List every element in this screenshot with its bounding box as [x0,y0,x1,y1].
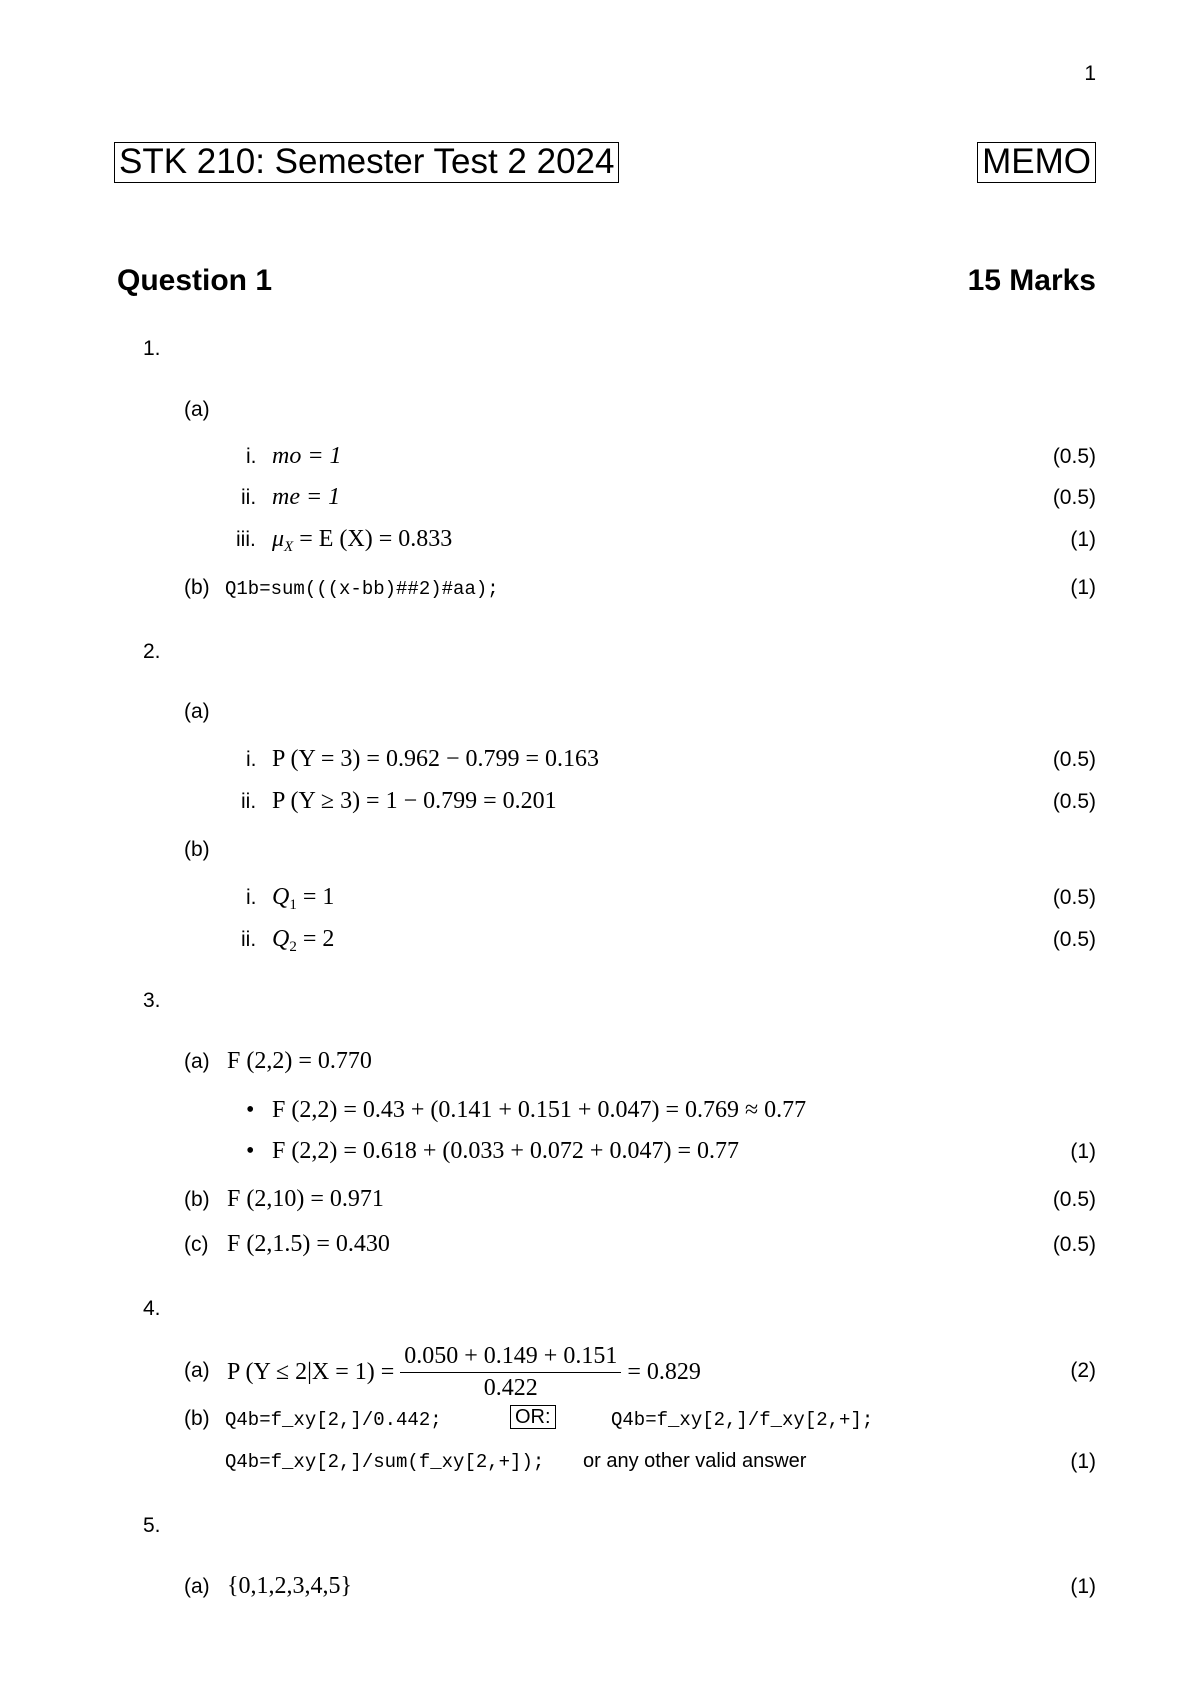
marks-2b-i: (0.5) [1052,886,1096,909]
answer-1a-iii [272,526,452,556]
subitem-label-1b: (b) [184,576,210,599]
subitem-label-1a: (a) [184,398,210,421]
answer-4a-rhs: = 0.829 [627,1358,701,1385]
answer-4a-fraction [400,1343,621,1402]
q2-subscript: 2 [289,939,297,955]
code-4b-option-1: Q4b=f_xy[2,]/0.442; [225,1409,442,1431]
answer-1a-ii: me = 1 [272,484,341,510]
marks-5a: (1) [1070,1575,1096,1598]
q1-symbol: Q [272,884,290,910]
item-number-2: 2. [143,640,161,663]
mu-subscript: X [284,539,294,555]
code-1b: Q1b=sum(((x-bb)##2)#aa); [225,578,499,600]
marks-1a-i: (0.5) [1052,445,1096,468]
marks-2a-ii: (0.5) [1052,790,1096,813]
q1-subscript: 1 [289,897,297,913]
roman-label-2a-i: i. [246,748,257,771]
marks-1a-iii: (1) [1070,528,1096,551]
q2-symbol: Q [272,926,290,952]
bullet-3a-1: • [246,1097,255,1123]
marks-2b-ii: (0.5) [1052,928,1096,951]
marks-3c: (0.5) [1052,1233,1096,1256]
answer-1a-i: mo = 1 [272,443,342,469]
item-number-3: 3. [143,989,161,1012]
answer-2a-ii: P (Y ≥ 3) = 1 − 0.799 = 0.201 [272,788,557,814]
answer-2b-ii-value: = 2 [296,926,335,952]
mu-symbol: μ [272,526,285,552]
answer-3b: F (2,10) = 0.971 [227,1186,384,1212]
document-title: STK 210: Semester Test 2 2024 [114,142,619,183]
roman-label-2b-i: i. [246,886,257,909]
answer-2b-i [272,884,334,914]
marks-4a: (2) [1070,1359,1096,1382]
subitem-label-4a: (a) [184,1359,210,1382]
subitem-label-4b: (b) [184,1407,210,1430]
answer-3a-bullet-1: F (2,2) = 0.43 + (0.141 + 0.151 + 0.047) = 0.769 ≈ 0.77 [272,1097,807,1123]
subitem-label-3b: (b) [184,1188,210,1211]
item-number-4: 4. [143,1297,161,1320]
answer-1a-iii-value: = E (X) = 0.833 [293,526,453,552]
marks-1a-ii: (0.5) [1052,486,1096,509]
or-box: OR: [510,1405,556,1429]
answer-2b-i-value: = 1 [296,884,335,910]
marks-3b: (0.5) [1052,1188,1096,1211]
answer-3a: F (2,2) = 0.770 [227,1048,372,1074]
answer-2a-i: P (Y = 3) = 0.962 − 0.799 = 0.163 [272,746,600,772]
code-4b-option-2: Q4b=f_xy[2,]/f_xy[2,+]; [611,1409,874,1431]
bullet-3a-2: • [246,1138,255,1164]
question-marks: 15 Marks [967,264,1096,297]
answer-5a: {0,1,2,3,4,5} [227,1573,353,1599]
marks-3a: (1) [1070,1140,1096,1163]
fraction-numerator: 0.050 + 0.149 + 0.151 [400,1343,621,1373]
marks-4b: (1) [1070,1450,1096,1473]
fraction-denominator: 0.422 [483,1374,538,1401]
answer-4a [227,1339,701,1405]
roman-label-1a-ii: ii. [241,486,257,509]
page-number: 1 [1084,62,1096,85]
memo-badge: MEMO [977,142,1096,183]
roman-label-2b-ii: ii. [241,928,257,951]
subitem-label-5a: (a) [184,1575,210,1598]
subitem-label-3c: (c) [184,1233,209,1256]
roman-label-2a-ii: ii. [241,790,257,813]
answer-3a-bullet-2: F (2,2) = 0.618 + (0.033 + 0.072 + 0.047) = 0.77 [272,1138,739,1164]
marks-2a-i: (0.5) [1052,748,1096,771]
note-4b: or any other valid answer [583,1450,807,1472]
roman-label-1a-iii: iii. [236,528,256,551]
subitem-label-2b: (b) [184,838,210,861]
answer-2b-ii [272,926,334,956]
code-4b-option-3: Q4b=f_xy[2,]/sum(f_xy[2,+]); [225,1451,545,1473]
item-number-5: 5. [143,1514,161,1537]
answer-4a-lhs: P (Y ≤ 2|X = 1) = [227,1358,395,1385]
subitem-label-2a: (a) [184,700,210,723]
marks-1b: (1) [1070,576,1096,599]
subitem-label-3a: (a) [184,1050,210,1073]
answer-3c: F (2,1.5) = 0.430 [227,1231,390,1257]
item-number-1: 1. [143,337,161,360]
question-title: Question 1 [117,264,273,297]
roman-label-1a-i: i. [246,445,257,468]
